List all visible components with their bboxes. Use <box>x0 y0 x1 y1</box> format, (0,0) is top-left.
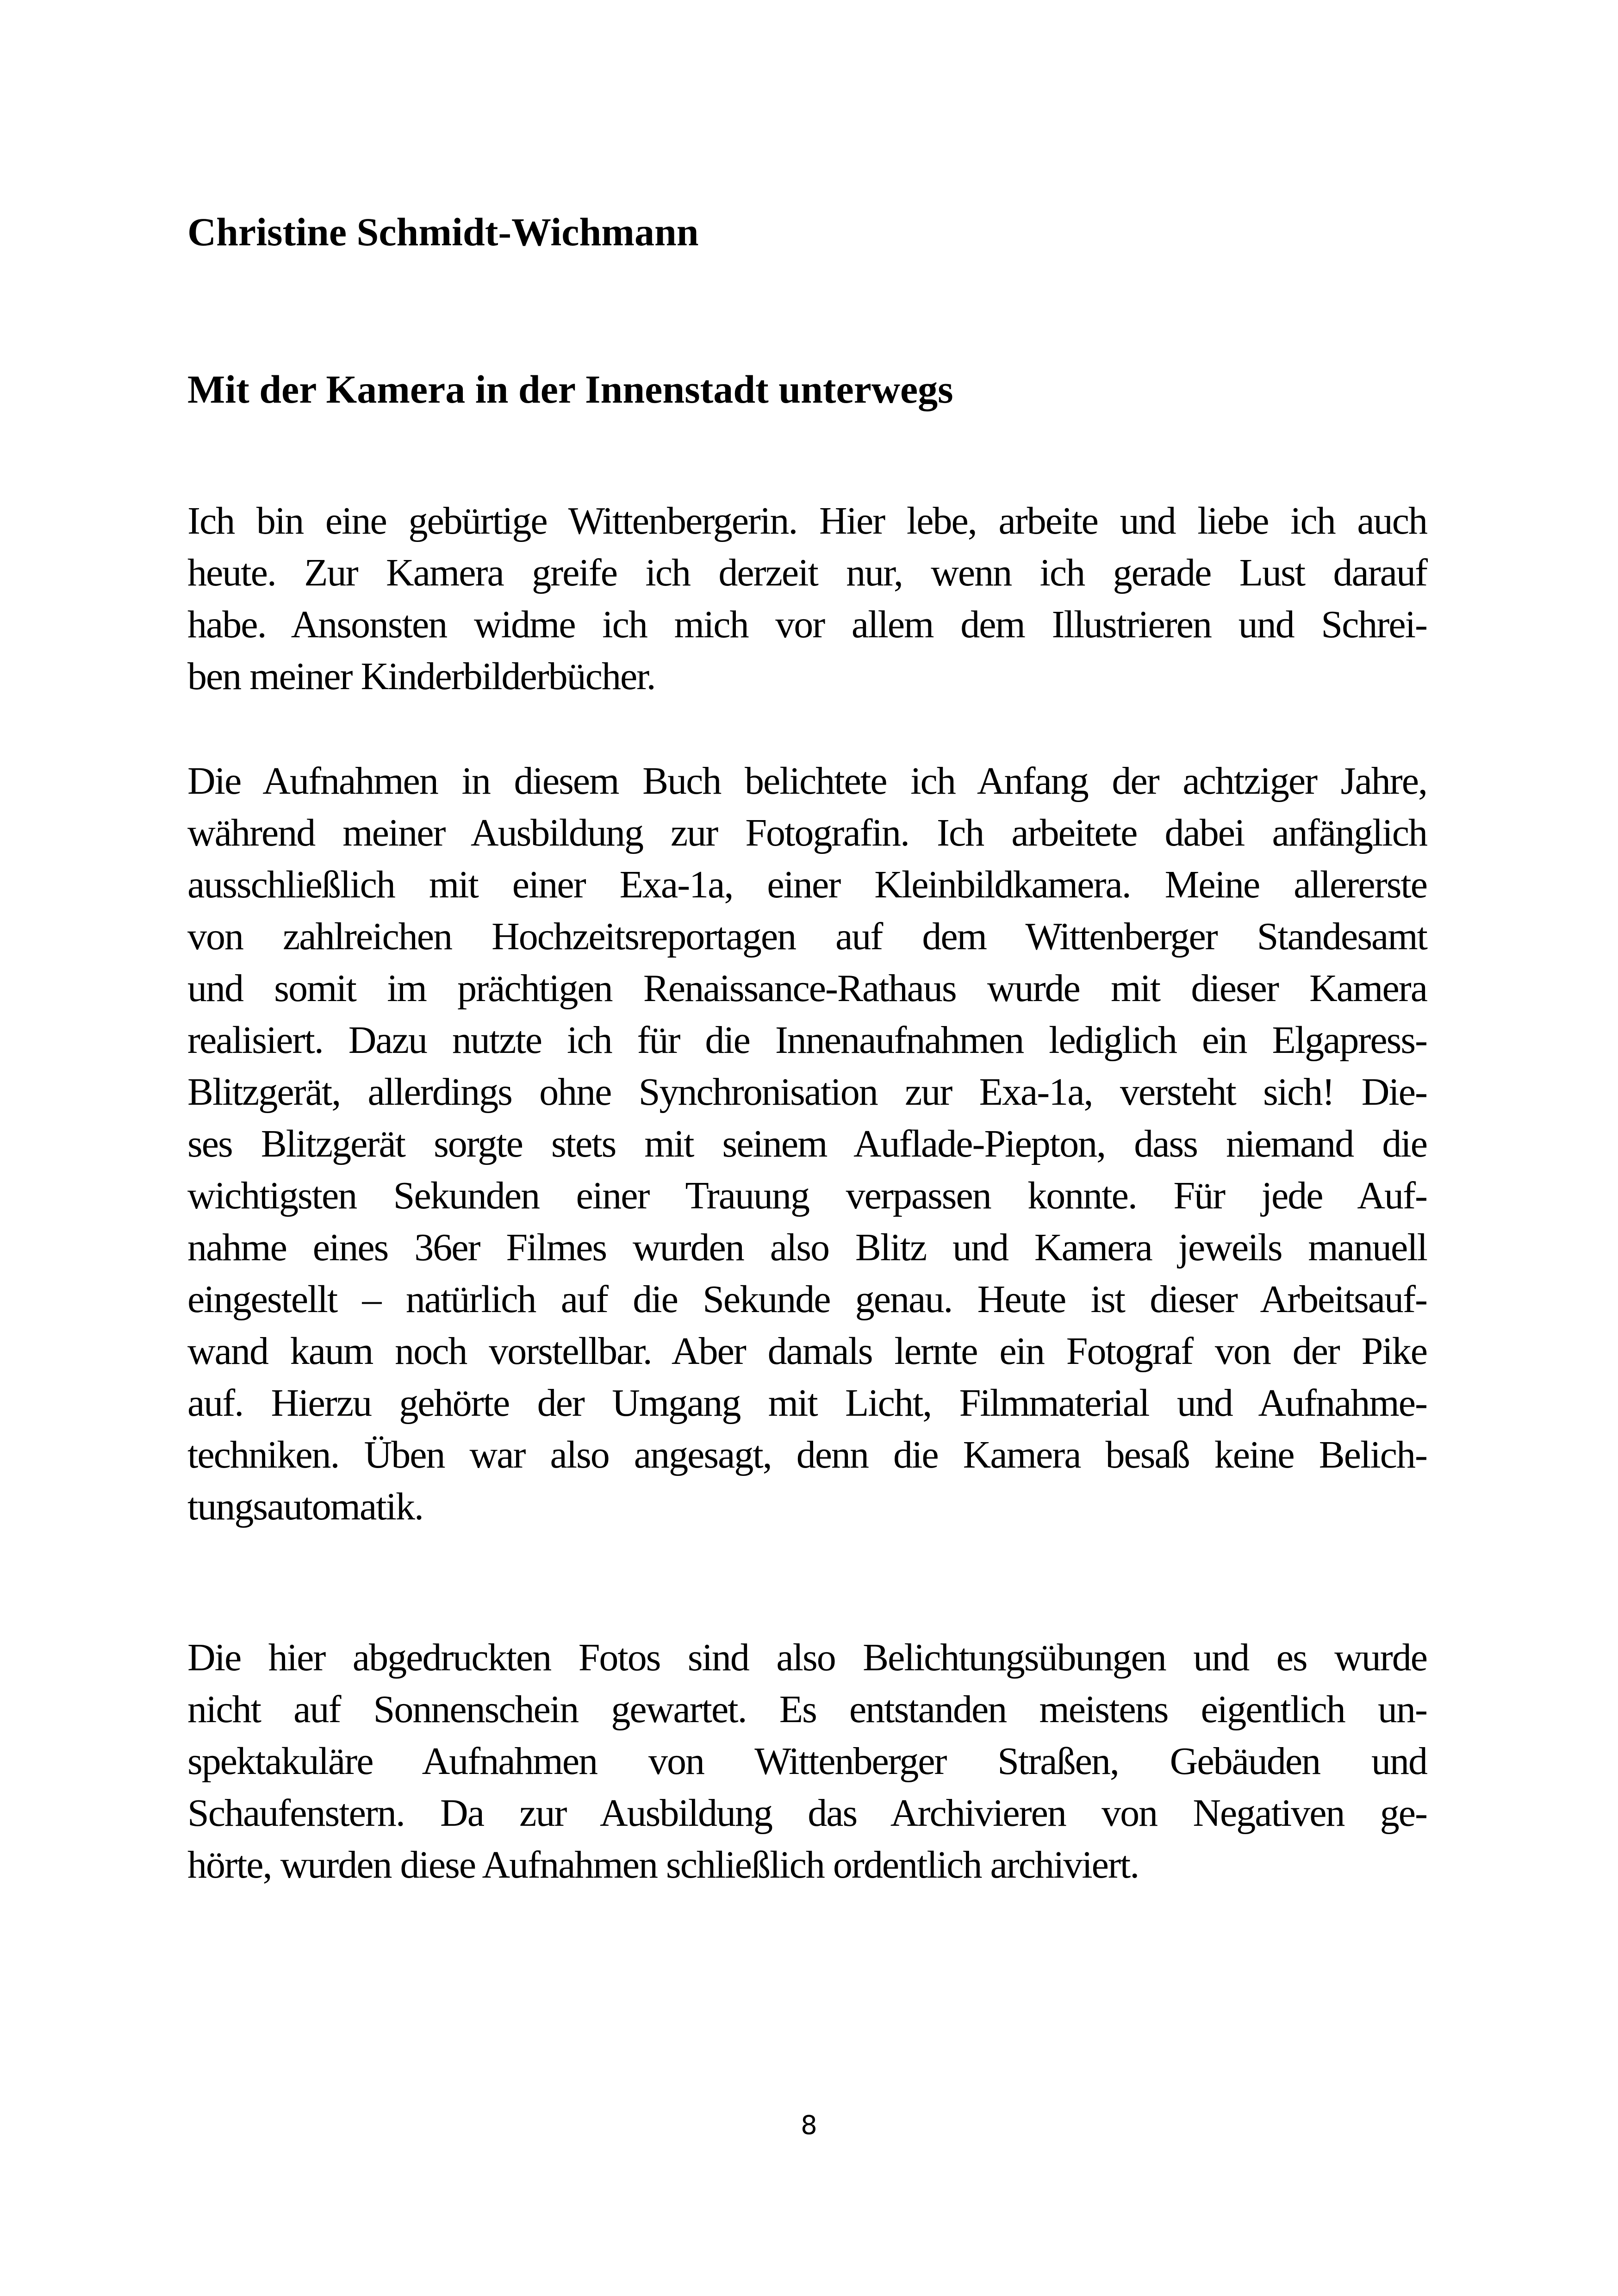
text-line: und somit im prächtigen Renaissance-Rathaus wurde mit dieser Kamera <box>187 967 1427 1010</box>
text-line: wand kaum noch vorstellbar. Aber damals lernte ein Fotograf von der Pike <box>187 1330 1427 1373</box>
text-line: Die hier abgedruckten Fotos sind also Belichtungsübungen und es wurde <box>187 1636 1427 1679</box>
text-line: nahme eines 36er Filmes wurden also Blitz und Kamera jeweils manuell <box>187 1226 1427 1269</box>
paragraph-1 <box>187 495 1427 703</box>
text-line: Schaufenstern. Da zur Ausbildung das Archivieren von Negativen ge- <box>187 1792 1427 1835</box>
paragraph-2 <box>187 755 1427 1533</box>
author-name: Christine Schmidt-Wichmann <box>187 210 699 254</box>
text-line: techniken. Üben war also angesagt, denn die Kamera besaß keine Belich- <box>187 1433 1427 1476</box>
text-line: von zahlreichen Hochzeitsreportagen auf dem Wittenberger Standesamt <box>187 915 1427 958</box>
text-line: Ich bin eine gebürtige Wittenbergerin. Hier lebe, arbeite und liebe ich auch <box>187 499 1427 542</box>
text-line: hörte, wurden diese Aufnahmen schließlich ordentlich archiviert. <box>187 1843 1139 1886</box>
text-line: spektakuläre Aufnahmen von Wittenberger Straßen, Gebäuden und <box>187 1740 1427 1783</box>
text-line: auf. Hierzu gehörte der Umgang mit Licht, Filmmaterial und Aufnahme- <box>187 1381 1427 1425</box>
paragraph-3 <box>187 1632 1427 1891</box>
text-line: habe. Ansonsten widme ich mich vor allem dem Illustrieren und Schrei- <box>187 603 1427 646</box>
text-line: realisiert. Dazu nutzte ich für die Innenaufnahmen lediglich ein Elgapress- <box>187 1019 1427 1062</box>
text-line: ben meiner Kinderbilderbücher. <box>187 655 655 698</box>
text-line: ausschließlich mit einer Exa-1a, einer Kleinbildkamera. Meine allererste <box>187 863 1427 906</box>
page-number: 8 <box>801 2110 817 2140</box>
text-line: ses Blitzgerät sorgte stets mit seinem Auflade-Piepton, dass niemand die <box>187 1122 1427 1165</box>
text-line: tungsautomatik. <box>187 1485 423 1528</box>
text-line: heute. Zur Kamera greife ich derzeit nur, wenn ich gerade Lust darauf <box>187 551 1427 594</box>
chapter-title: Mit der Kamera in der Innenstadt unterwegs <box>187 367 953 411</box>
text-line: nicht auf Sonnenschein gewartet. Es entstanden meistens eigentlich un- <box>187 1688 1427 1731</box>
text-line: Blitzgerät, allerdings ohne Synchronisation zur Exa-1a, versteht sich! Die- <box>187 1070 1427 1114</box>
text-line: während meiner Ausbildung zur Fotografin. Ich arbeitete dabei anfänglich <box>187 811 1427 854</box>
text-line: Die Aufnahmen in diesem Buch belichtete ich Anfang der achtziger Jahre, <box>187 759 1427 803</box>
text-line: wichtigsten Sekunden einer Trauung verpassen konnte. Für jede Auf- <box>187 1174 1427 1217</box>
text-line: eingestellt – natürlich auf die Sekunde genau. Heute ist dieser Arbeitsauf- <box>187 1278 1427 1321</box>
